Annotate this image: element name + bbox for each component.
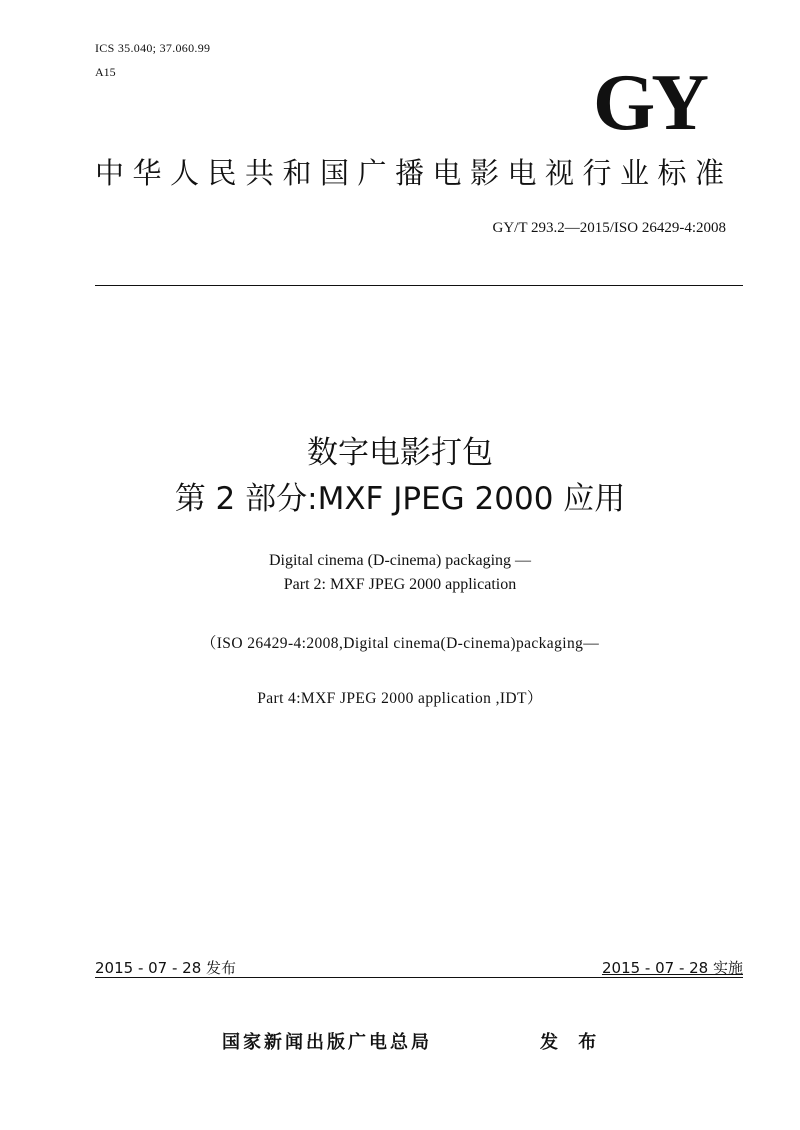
iso-reference-line2: Part 4:MXF JPEG 2000 application ,IDT） bbox=[257, 690, 543, 707]
issue-date: 2015 - 07 - 28 发布 bbox=[95, 959, 237, 977]
iso-reference-line1: （ISO 26429-4:2008,Digital cinema(D-cinema)packaging— bbox=[200, 635, 600, 652]
gy-logo: GY bbox=[593, 59, 705, 147]
title-en-line2: Part 2: MXF JPEG 2000 application bbox=[283, 576, 517, 593]
title-en-line1: Digital cinema (D-cinema) packaging — bbox=[268, 552, 532, 569]
standard-name: 中华人民共和国广播电影电视行业标准 bbox=[95, 156, 733, 190]
ics-code: ICS 35.040; 37.060.99 bbox=[95, 41, 211, 55]
title-cn-line2: 第 2 部分:MXF JPEG 2000 应用 bbox=[174, 481, 626, 517]
classification-code: A15 bbox=[95, 65, 116, 79]
header-divider bbox=[95, 285, 743, 286]
footer-divider bbox=[95, 977, 743, 978]
publisher-name: 国家新闻出版广电总局 bbox=[222, 1032, 432, 1053]
standard-code: GY/T 293.2—2015/ISO 26429-4:2008 bbox=[492, 220, 726, 236]
implementation-date: 2015 - 07 - 28 实施 bbox=[601, 959, 743, 977]
publish-label: 发 布 bbox=[540, 1032, 604, 1053]
title-cn-line1: 数字电影打包 bbox=[307, 435, 493, 471]
